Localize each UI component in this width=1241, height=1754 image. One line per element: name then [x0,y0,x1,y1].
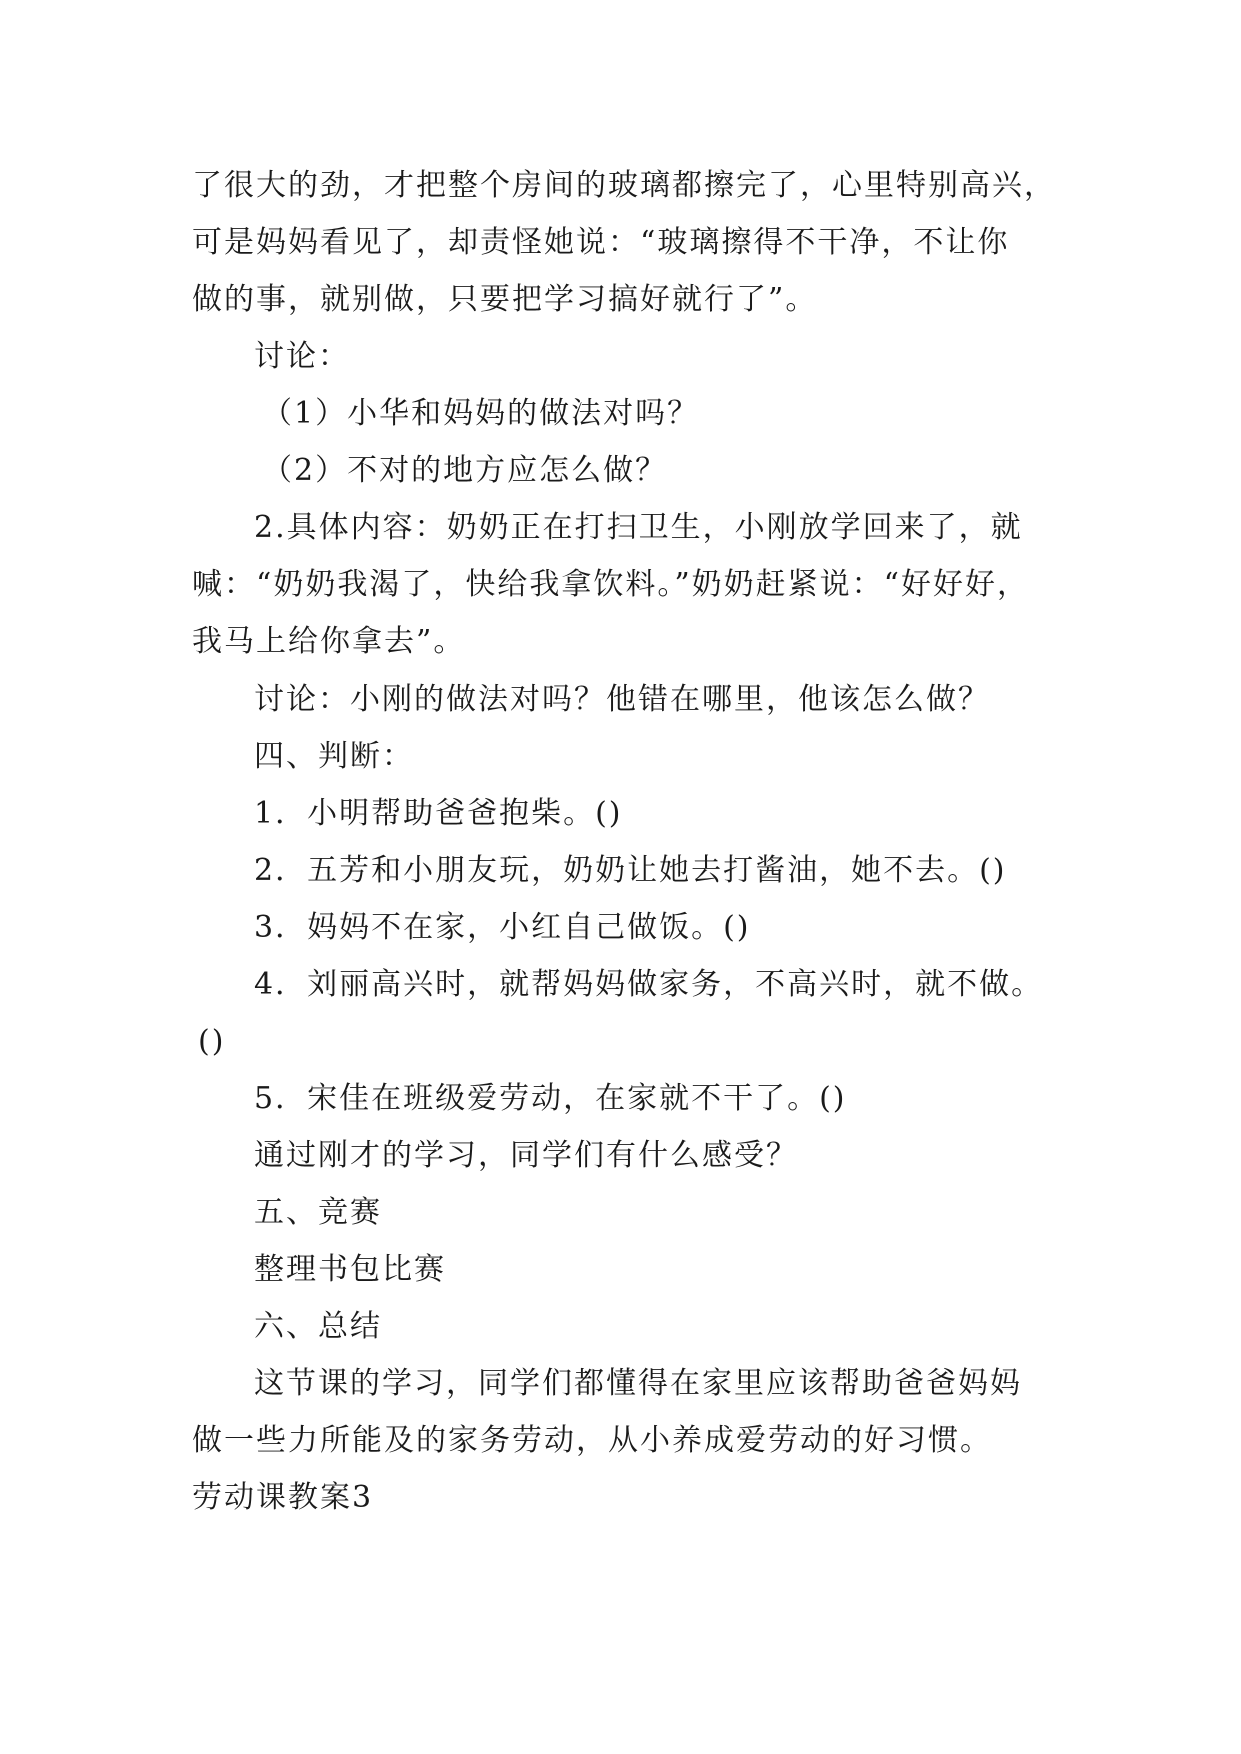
discussion-line: 讨论：小刚的做法对吗？他错在哪里，他该怎么做？ [254,682,990,717]
paragraph-line: 这节课的学习，同学们都懂得在家里应该帮助爸爸妈妈 [254,1366,1022,1401]
discussion-heading: 讨论： [254,339,350,374]
judgement-item-continued: () [198,1024,226,1059]
section-heading: 四、判断： [254,739,414,774]
judgement-item: 4．刘丽高兴时，就帮妈妈做家务，不高兴时，就不做。 [254,967,1044,1002]
section-heading: 六、总结 [254,1309,382,1344]
paragraph-line: 整理书包比赛 [254,1252,446,1287]
judgement-item: 1．小明帮助爸爸抱柴。() [254,796,623,831]
paragraph-line: 可是妈妈看见了，却责怪她说：“玻璃擦得不干净，不让你 [192,225,1010,260]
discussion-question: （1）小华和妈妈的做法对吗？ [262,396,700,431]
section-heading: 五、竞赛 [254,1195,382,1230]
paragraph-line: 了很大的劲，才把整个房间的玻璃都擦完了，心里特别高兴， [192,168,1056,203]
paragraph-line: 做一些力所能及的家务劳动，从小养成爱劳动的好习惯。 [192,1423,992,1458]
paragraph-line: 2.具体内容：奶奶正在打扫卫生，小刚放学回来了，就 [254,510,1023,545]
paragraph-line: 通过刚才的学习，同学们有什么感受？ [254,1138,798,1173]
discussion-question: （2）不对的地方应怎么做？ [262,453,668,488]
paragraph-line: 喊：“奶奶我渴了，快给我拿饮料。”奶奶赶紧说：“好好好， [192,567,1030,602]
paragraph-line: 做的事，就别做，只要把学习搞好就行了”。 [192,282,818,317]
judgement-item: 3．妈妈不在家，小红自己做饭。() [254,910,751,945]
judgement-item: 2．五芳和小朋友玩，奶奶让她去打酱油，她不去。() [254,853,1007,888]
judgement-item: 5．宋佳在班级爱劳动，在家就不干了。() [254,1081,847,1116]
paragraph-line: 我马上给你拿去”。 [192,624,466,659]
lesson-plan-title: 劳动课教案3 [192,1480,374,1515]
